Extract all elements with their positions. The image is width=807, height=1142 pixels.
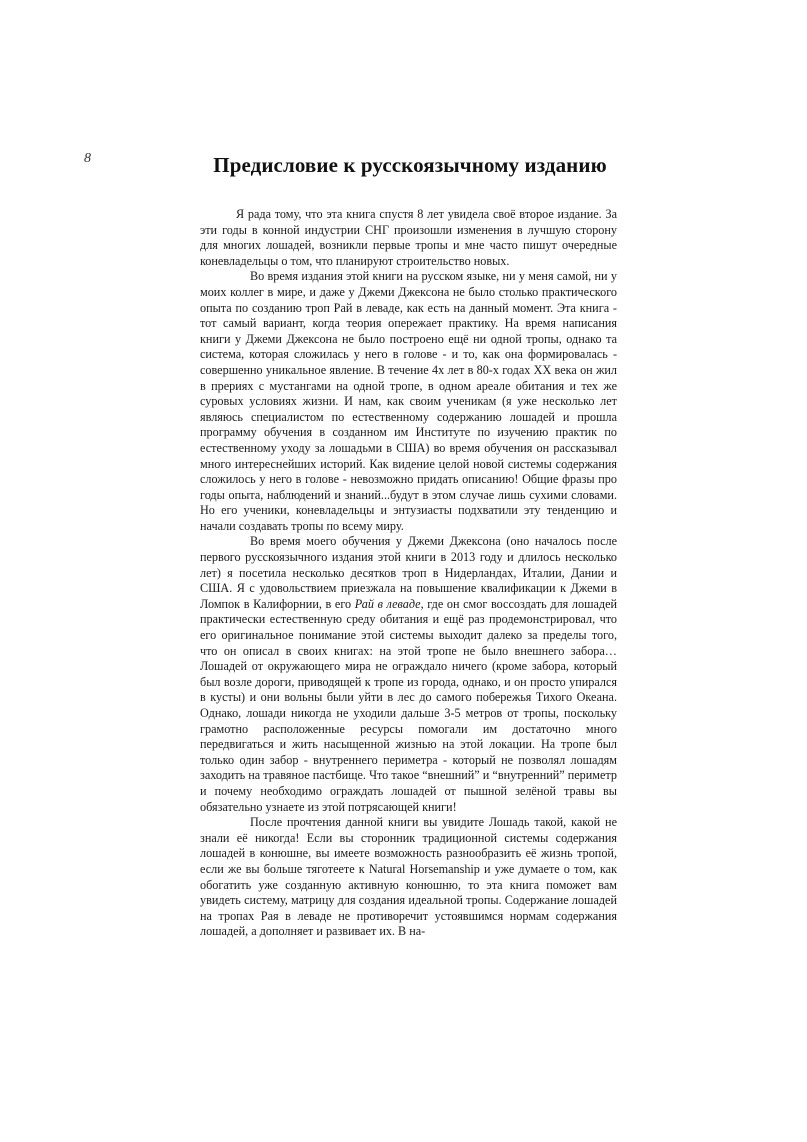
paragraph-3-part-2: , где он смог воссоздать для лошадей практически естественную среду обитания и ещё раз продемонстрировал, что его оригинальное понимание этой системы выходит далеко за пределы того, что он описал в своих книгах: на этой тропе не было внешнего забора… Лошадей от окружающего мира не ограждало ничего (кроме забора, который был возле дороги, приводящей к тропе из города, однако, и он просто упирался в кусты) и они вольны были уйти в лес до самого побережья Тихого Океана. Однако, лошади никогда не уходили дальше 3-5 метров от тропы, поскольку грамотно расположенные ресурсы помогали им достаточно много передвигаться и жить насыщенной жизнью на этой локации. На тропе был только один забор - внутреннего периметра - который не позволял лошадям заходить на травяное пастбище. Что такое “внешний” и “внутренний” периметр и почему необходимо ограждать лошадей от пышной зелёной травы вы обязательно узнаете из этой потрясающей книги! [200,596,618,814]
paragraph-4: После прочтения данной книги вы увидите Лошадь такой, какой не знали её никогда! Если вы сторонник традиционной системы содержания лошадей в конюшне, вы имеете возможность разнообразить её жизнь тропой, если же вы больше тяготеете к Natural Horsemanship и уже думаете о том, как обогатить уже созданную активную конюшню, то эта книга поможет вам увидеть систему, матрицу для создания идеальной тропы. Содержание лошадей на тропах Рая в леваде не противоречит устоявшимся нормам содержания лошадей, а дополняет и развивает их. В на- [200,815,617,939]
paradise-in-paddock-italic: Рай в леваде [354,596,421,611]
paragraph-3-part-1: Во время моего обучения у Джеми Джексона (оно началось после первого русскоязычного издания этой книги в 2013 году и длилось несколько лет) я посетила несколько десятков троп в Нидерландах, Италии, Дании и США. Я с удовольствием приезжала на повышение квалификации к Джеми в Ломпок в Калифорнии, в его [200,534,617,611]
body-text [200,207,617,940]
paragraph-2: Во время издания этой книги на русском языке, ни у меня самой, ни у моих коллег в мире, и даже у Джеми Джексона не было столько практического опыта по созданию троп Рай в леваде, как есть на данный момент. Эта книга - тот самый вариант, когда теория опережает практику. На время написания книги у Джеми Джексона не было построено ещё ни одной тропы, однако та система, которая сложилась у него в голове - и то, как она формировалась - совершенно уникальное явление. В течение 4х лет в 80-х годах XX века он жил в прериях с мустангами на одной тропе, в одном ареале обитания и тех же суровых условиях жизни. И нам, как своим ученикам (я уже несколько лет являюсь специалистом по естественному содержанию лошадей и прошла программу обучения в созданном им Институте по изучению практик по естественному уходу за лошадьми в США) во время обучения он рассказывал много интереснейших историй. Как видение целой новой системы содержания сложилось у него в голове - невозможно придать описанию! Общие фразы про годы опыта, наблюдений и знаний...будут в этом случае лишь сухими словами. Но его ученики, коневладельцы и энтузиасты подхватили эту тенденцию и начали создавать тропы по всему миру. [200,269,617,533]
paragraph-1: Я рада тому, что эта книга спустя 8 лет увидела своё второе издание. За эти годы в конной индустрии СНГ произошли изменения в лучшую сторону для многих лошадей, возникли первые тропы и мне часто пишут очередные коневладельцы о том, что планируют строительство новых. [200,207,617,268]
page-number: 8 [84,151,91,166]
chapter-title: Предисловие к русскоязычному изданию [213,153,607,177]
paragraph-3 [200,534,617,815]
